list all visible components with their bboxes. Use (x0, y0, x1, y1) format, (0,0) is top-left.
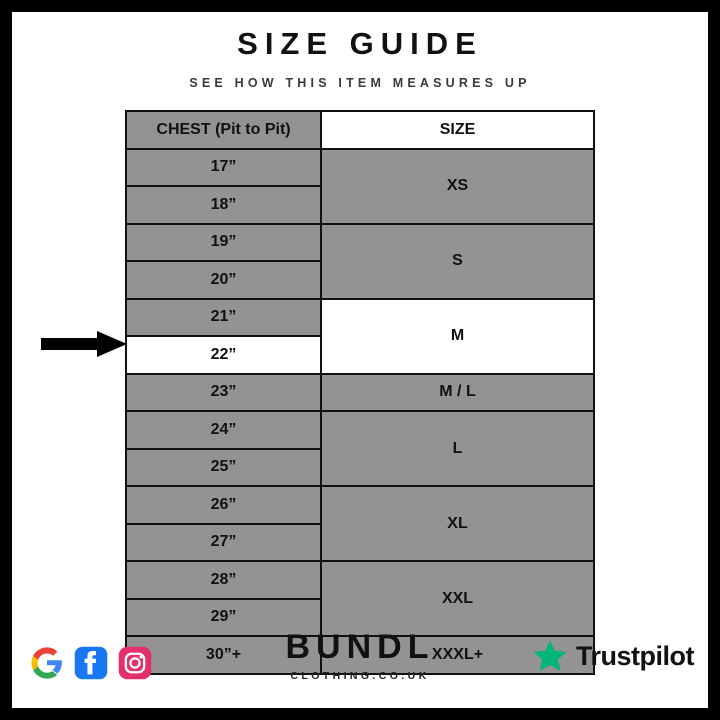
chest-cell: 28” (126, 561, 321, 599)
table-header-row (126, 111, 594, 149)
size-guide-card (12, 12, 708, 708)
table-row (126, 149, 594, 187)
table-row (126, 224, 594, 262)
brand-website: CLOTHING.CO.UK (290, 670, 430, 682)
size-cell: XS (321, 149, 594, 224)
size-table-container (125, 110, 595, 675)
chest-cell: 17” (126, 149, 321, 187)
trustpilot-label: Trustpilot (576, 640, 694, 671)
table-row (126, 374, 594, 412)
chest-cell: 23” (126, 374, 321, 412)
table-row (126, 411, 594, 449)
trustpilot-star-icon (532, 638, 568, 674)
chest-cell: 20” (126, 261, 321, 299)
selection-arrow-icon (41, 331, 127, 357)
chest-cell-selected: 22” (126, 336, 321, 374)
column-header-size: SIZE (321, 111, 594, 149)
chest-cell: 18” (126, 186, 321, 224)
table-row (126, 299, 594, 337)
size-cell: XXL (321, 561, 594, 636)
page-subtitle: SEE HOW THIS ITEM MEASURES UP (189, 76, 531, 90)
column-header-chest: CHEST (Pit to Pit) (126, 111, 321, 149)
chest-cell: 26” (126, 486, 321, 524)
size-cell: M / L (321, 374, 594, 412)
chest-cell: 21” (126, 299, 321, 337)
size-cell: S (321, 224, 594, 299)
size-cell: XL (321, 486, 594, 561)
size-cell: XXXL+ (321, 636, 594, 674)
table-row (126, 486, 594, 524)
brand-name: BUNDL (285, 628, 435, 666)
chest-cell: 27” (126, 524, 321, 562)
chest-cell: 29” (126, 599, 321, 637)
footer (12, 618, 708, 688)
table-row (126, 561, 594, 599)
size-cell-selected: M (321, 299, 594, 374)
chest-cell: 30”+ (126, 636, 321, 674)
trustpilot-logo[interactable] (532, 638, 694, 674)
chest-cell: 19” (126, 224, 321, 262)
chest-cell: 25” (126, 449, 321, 487)
chest-cell: 24” (126, 411, 321, 449)
page-title: SIZE GUIDE (237, 26, 483, 61)
size-cell: L (321, 411, 594, 486)
size-table (125, 110, 595, 675)
